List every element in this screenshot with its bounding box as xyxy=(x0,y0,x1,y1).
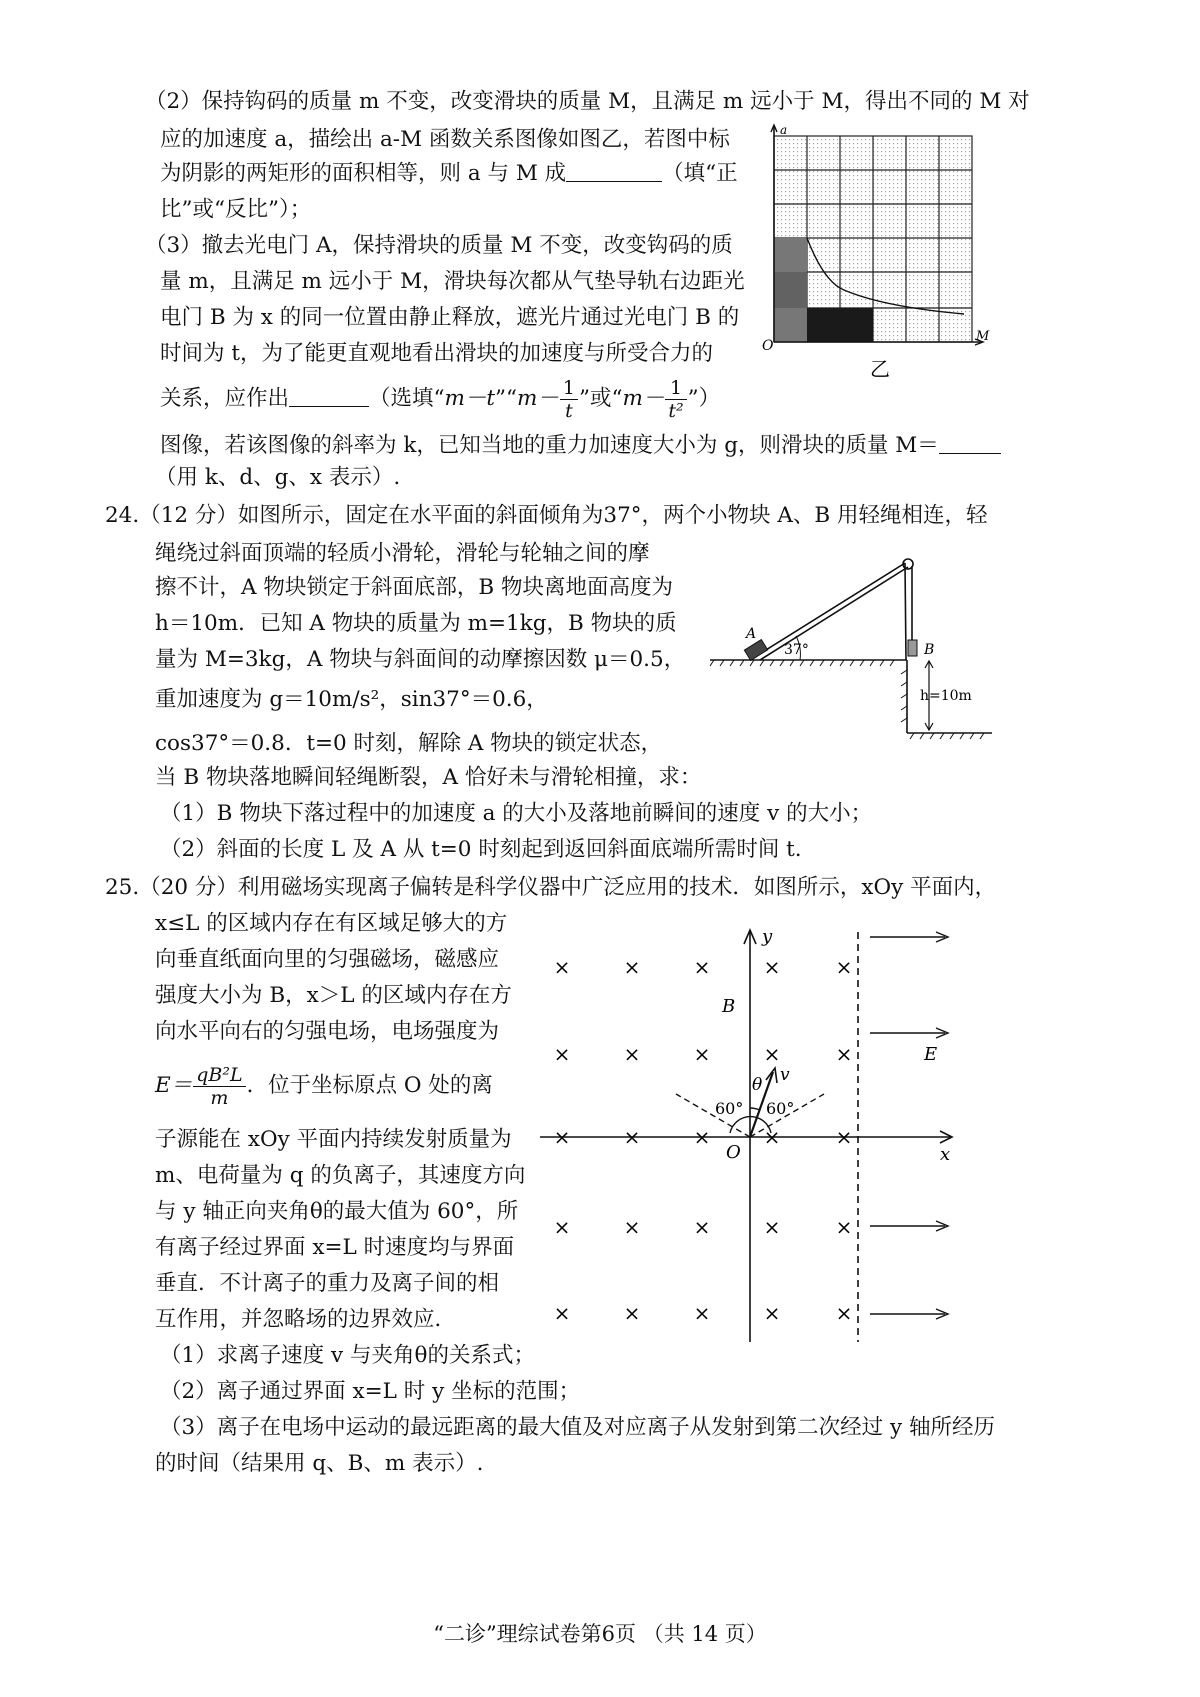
axis-label-a: a xyxy=(780,123,788,137)
q23-part2-line4: 比”或“反比”）； xyxy=(160,197,312,222)
q23-option-2-denominator: t xyxy=(565,399,573,422)
svg-text:×: × xyxy=(763,1125,781,1149)
svg-text:×: × xyxy=(763,1301,781,1325)
q23-quote-sep-2: ”或“ xyxy=(579,386,623,411)
label-theta: θ xyxy=(752,1075,763,1095)
label-angle-right: 60° xyxy=(766,1099,795,1118)
q24-line9: （1）B 物块下落过程中的加速度 a 的大小及落地前瞬间的速度 v 的大小； xyxy=(160,801,873,826)
q23-option-3-fraction xyxy=(665,377,686,422)
label-v: v xyxy=(780,1065,790,1085)
svg-text:×: × xyxy=(553,1125,571,1149)
svg-text:×: × xyxy=(835,1125,853,1149)
q25-line2: x≤L 的区域内存在有区域足够大的方 xyxy=(155,911,508,936)
q25-line9: 与 y 轴正向夹角θ的最大值为 60°，所 xyxy=(155,1199,519,1224)
svg-text:×: × xyxy=(763,1215,781,1239)
svg-text:×: × xyxy=(623,1042,641,1066)
svg-text:×: × xyxy=(763,1042,781,1066)
svg-text:×: × xyxy=(693,1301,711,1325)
svg-text:×: × xyxy=(835,1042,853,1066)
q25-line10: 有离子经过界面 x=L 时速度均与界面 xyxy=(155,1235,515,1260)
origin-label: O xyxy=(762,338,774,354)
q23-part3-line7: （用 k、d、g、x 表示）. xyxy=(155,465,401,490)
shaded-rect-bottom xyxy=(807,308,873,342)
svg-text:×: × xyxy=(835,955,853,979)
q23-option-2-numerator: 1 xyxy=(560,377,578,400)
q23-option-3-denominator: t² xyxy=(668,399,684,422)
svg-text:×: × xyxy=(623,955,641,979)
label-angle: 37° xyxy=(784,642,809,658)
q24-line2: 绳绕过斜面顶端的轻质小滑轮，滑轮与轮轴之间的摩 xyxy=(155,541,650,566)
label-y: y xyxy=(762,926,773,947)
q23-answer-blank-3 xyxy=(939,435,1001,454)
svg-text:×: × xyxy=(763,955,781,979)
q24-figure-incline xyxy=(700,548,1000,748)
q23-quote-sep-1: ”“ xyxy=(495,386,518,411)
svg-text:×: × xyxy=(693,955,711,979)
svg-text:×: × xyxy=(553,1042,571,1066)
label-magnetic-field: B xyxy=(722,996,736,1017)
q23-option-1: m－t xyxy=(444,386,496,411)
q25-line8: m、电荷量为 q 的负离子，其速度方向 xyxy=(155,1163,526,1188)
electric-field-arrows xyxy=(870,932,951,1319)
q25-line11: 垂直．不计离子的重力及离子间的相 xyxy=(155,1271,500,1296)
svg-text:×: × xyxy=(835,1301,853,1325)
q25-line12: 互作用，并忽略场的边界效应． xyxy=(155,1307,457,1332)
q23-option-2-prefix: m－ xyxy=(517,386,559,411)
label-A: A xyxy=(746,626,757,642)
axis-label-M: M xyxy=(976,329,990,344)
q24-line5: 量为 M=3kg，A 物块与斜面间的动摩擦因数 μ＝0.5， xyxy=(155,647,686,672)
svg-text:×: × xyxy=(623,1215,641,1239)
svg-text:×: × xyxy=(553,1301,571,1325)
q24-line1: 24.（12 分）如图所示，固定在水平面的斜面倾角为37°，两个小物块 A、B 用轻绳相连，轻 xyxy=(105,503,988,528)
q23-part2-line3-text: 为阴影的两矩形的面积相等，则 a 与 M 成 xyxy=(160,161,567,186)
q23-part3-line5 xyxy=(160,376,720,422)
q25-line13: （1）求离子速度 v 与夹角θ的关系式； xyxy=(160,1343,535,1368)
q23-figure-a-M-graph xyxy=(764,122,996,382)
q24-line10: （2）斜面的长度 L 及 A 从 t=0 时刻起到返回斜面底端所需时间 t. xyxy=(160,837,802,862)
svg-text:×: × xyxy=(553,1215,571,1239)
q24-line6: 重加速度为 g＝10m/s²，sin37°＝0.6， xyxy=(155,687,548,712)
q24-line4: h＝10m．已知 A 物块的质量为 m=1kg，B 物块的质 xyxy=(155,611,677,636)
q23-answer-blank-2 xyxy=(289,388,369,407)
q25-line15: （3）离子在电场中运动的最远距离的最大值及对应离子从发射到第二次经过 y 轴所经历 xyxy=(160,1415,995,1440)
q25-line6-text: ．位于坐标原点 O 处的离 xyxy=(246,1073,493,1098)
q25-eq-E: E＝ xyxy=(155,1073,193,1098)
q23-part3-line5-text: 关系，应作出 xyxy=(160,386,290,411)
q25-eq-numerator: qB²L xyxy=(193,1064,245,1087)
svg-text:×: × xyxy=(693,1215,711,1239)
q25-line7: 子源能在 xOy 平面内持续发射质量为 xyxy=(155,1127,512,1152)
block-B xyxy=(908,640,917,656)
svg-text:×: × xyxy=(693,1125,711,1149)
label-electric-field: E xyxy=(924,1044,938,1065)
q25-eq-denominator: m xyxy=(210,1086,229,1109)
page-footer: “二诊”理综试卷第6页 （共 14 页） xyxy=(433,1622,767,1646)
q23-answer-blank-1 xyxy=(566,163,662,182)
q24-line7: cos37°＝0.8．t=0 时刻，解除 A 物块的锁定状态， xyxy=(155,731,663,756)
svg-text:×: × xyxy=(623,1125,641,1149)
q23-part3-line1: （3）撤去光电门 A，保持滑块的质量 M 不变，改变钩码的质 xyxy=(145,233,733,258)
q25-line16: 的时间（结果用 q、B、m 表示）. xyxy=(155,1451,484,1476)
svg-text:×: × xyxy=(693,1042,711,1066)
q23-part3-line3: 电门 B 为 x 的同一位置由静止释放，遮光片通过光电门 B 的 xyxy=(160,305,740,330)
q23-part2-line3 xyxy=(160,160,738,188)
q25-line1: 25.（20 分）利用磁场实现离子偏转是科学仪器中广泛应用的技术．如图所示，xOy 平面内， xyxy=(105,875,997,900)
label-origin: O xyxy=(726,1142,741,1163)
label-height: h=10m xyxy=(920,688,972,704)
magnetic-field-crosses xyxy=(554,955,853,1325)
q25-line14: （2）离子通过界面 x=L 时 y 坐标的范围； xyxy=(160,1379,581,1404)
q23-quote-sep-3: ”） xyxy=(687,386,721,411)
label-x: x xyxy=(940,1144,951,1165)
q23-part3-line2: 量 m，且满足 m 远小于 M，滑块每次都从气垫导轨右边距光 xyxy=(160,269,745,294)
figure-caption: 乙 xyxy=(870,357,890,381)
q23-select-prompt: （选填“ xyxy=(369,386,445,411)
q24-line8: 当 B 物块落地瞬间轻绳断裂，A 恰好未与滑轮相撞，求： xyxy=(155,765,702,790)
q23-part2-line3-tail: （填“正 xyxy=(662,161,738,186)
q24-line3: 擦不计，A 物块锁定于斜面底部，B 物块离地面高度为 xyxy=(155,575,673,600)
label-angle-left: 60° xyxy=(715,1099,744,1118)
q23-part3-line4: 时间为 t，为了能更直观地看出滑块的加速度与所受合力的 xyxy=(160,341,713,366)
svg-text:×: × xyxy=(553,955,571,979)
q23-part3-line6-text: 图像，若该图像的斜率为 k，已知当地的重力加速度大小为 g，则滑块的质量 M＝ xyxy=(160,433,939,458)
svg-text:×: × xyxy=(835,1215,853,1239)
q23-option-3-numerator: 1 xyxy=(665,377,686,400)
q23-part2-line2: 应的加速度 a，描绘出 a-M 函数关系图像如图乙，若图中标 xyxy=(160,127,730,152)
q25-eq-fraction xyxy=(193,1064,245,1109)
q23-option-3-prefix: m－ xyxy=(622,386,665,411)
label-B: B xyxy=(924,642,935,658)
q23-part2-line1: （2）保持钩码的质量 m 不变，改变滑块的质量 M，且满足 m 远小于 M，得出不同的 M 对 xyxy=(145,89,1030,114)
q23-option-2-fraction xyxy=(560,377,578,422)
q25-line5: 向水平向右的匀强电场，电场强度为 xyxy=(155,1019,500,1044)
q25-figure-fields xyxy=(540,922,970,1350)
q25-line3: 向垂直纸面向里的匀强磁场，磁感应 xyxy=(155,947,500,972)
q25-line6 xyxy=(155,1058,493,1114)
svg-text:×: × xyxy=(623,1301,641,1325)
q23-part3-line6 xyxy=(160,432,1001,460)
q25-line4: 强度大小为 B，x＞L 的区域内存在方 xyxy=(155,983,512,1008)
